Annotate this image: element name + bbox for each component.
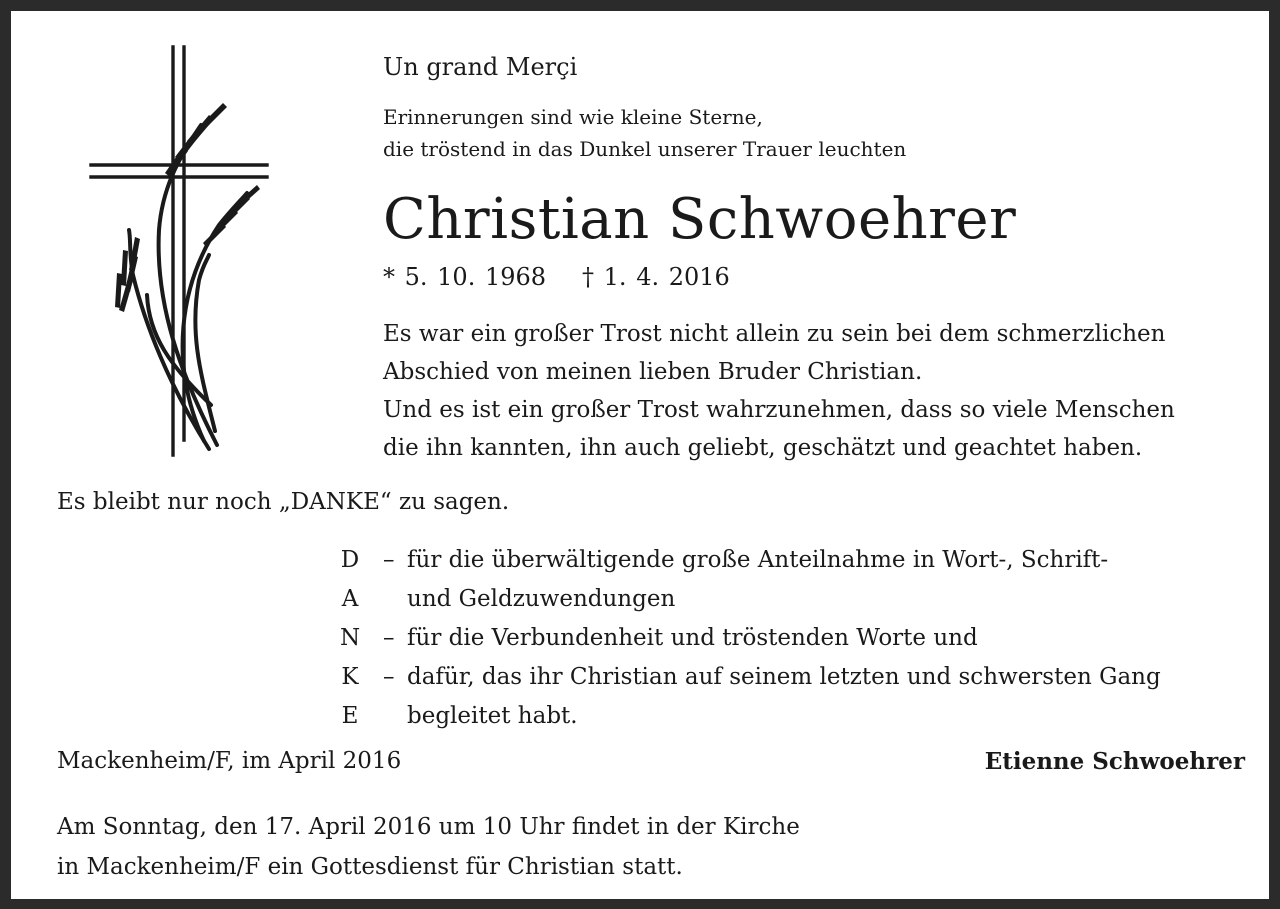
text-line: Es war ein großer Trost nicht allein zu sein bei dem schmerzlichen [383,321,1166,347]
heading: Un grand Merçi [383,53,578,81]
danke-intro: Es bleibt nur noch „DANKE“ zu sagen. [57,489,510,515]
acrostic-letter: K [341,664,359,690]
text-line: Und es ist ein großer Trost wahrzunehmen, dass so viele Menschen [383,397,1175,423]
acrostic-letter: N [339,625,361,651]
thanks-text: begleitet habt. [407,703,578,729]
thanks-line [383,541,1161,580]
thanks-text: und Geldzuwendungen [407,586,676,612]
gratitude-text [383,315,1175,467]
text-line: die ihn kannten, ihn auch geliebt, geschätzt und geachtet haben. [383,435,1143,461]
service-line: Am Sonntag, den 17. April 2016 um 10 Uhr findet in der Kirche [57,814,800,840]
acrostic-letter: D [340,547,360,573]
deceased-name: Christian Schwoehrer [383,187,1017,252]
dash: – [383,664,395,690]
dash: – [383,547,395,573]
danke-acrostic [337,541,363,736]
acrostic-letter: A [341,586,359,612]
text-line: Abschied von meinen lieben Bruder Christian. [383,359,923,385]
quote-line: Erinnerungen sind wie kleine Sterne, [383,105,763,129]
place-date: Mackenheim/F, im April 2016 [57,748,402,774]
thanks-list [383,541,1161,736]
death-date: † 1. 4. 2016 [582,263,730,291]
thanks-line [383,619,1161,658]
service-announcement [57,807,800,887]
quote-line: die tröstend in das Dunkel unserer Trauer leuchten [383,137,907,161]
thanks-line [383,697,1161,736]
service-line: in Mackenheim/F ein Gottesdienst für Christian statt. [57,854,683,880]
thanks-line [383,580,1161,619]
quote [383,101,906,165]
signer-name: Etienne Schwoehrer [984,748,1245,775]
thanks-line [383,658,1161,697]
thanks-text: für die Verbundenheit und tröstenden Worte und [407,625,978,651]
thanks-text: für die überwältigende große Anteilnahme in Wort-, Schrift- [407,547,1109,573]
cross-with-wheat-icon [89,45,269,457]
life-dates [383,263,730,291]
thanks-text: dafür, das ihr Christian auf seinem letzten und schwersten Gang [407,664,1161,690]
dash: – [383,625,395,651]
birth-date: * 5. 10. 1968 [383,263,547,291]
acrostic-letter: E [341,703,359,729]
